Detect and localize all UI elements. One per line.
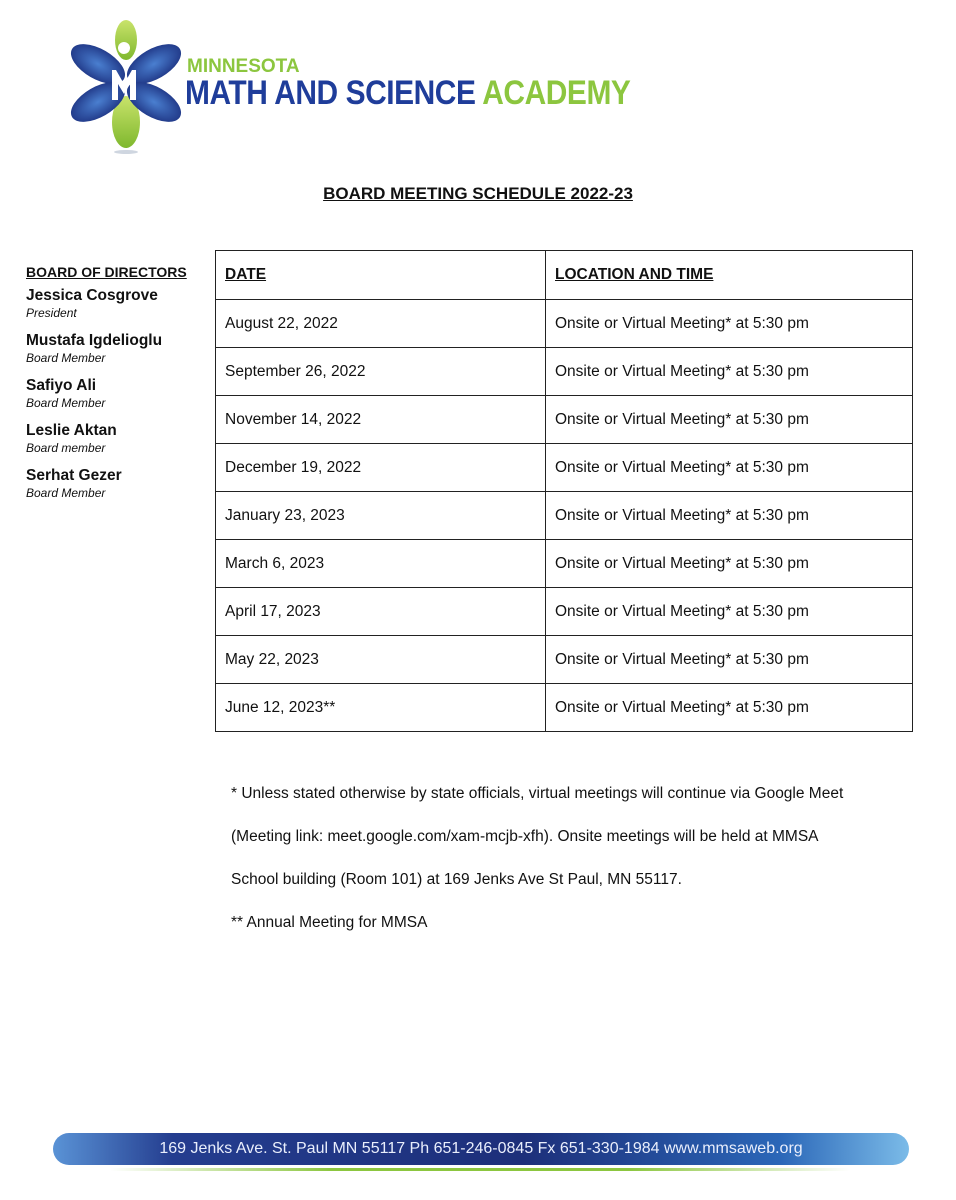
date-cell: January 23, 2023 — [216, 492, 546, 540]
member-role: Board Member — [26, 486, 106, 500]
table-row — [216, 636, 913, 684]
board-member — [26, 466, 206, 501]
location-cell: Onsite or Virtual Meeting* at 5:30 pm — [546, 588, 913, 636]
location-cell: Onsite or Virtual Meeting* at 5:30 pm — [546, 492, 913, 540]
member-role: Board member — [26, 441, 106, 455]
footnote-virtual-line-3: School building (Room 101) at 169 Jenks Ave St Paul, MN 55117. — [231, 871, 682, 888]
location-cell: Onsite or Virtual Meeting* at 5:30 pm — [546, 444, 913, 492]
footnote-annual-meeting: ** Annual Meeting for MMSA — [231, 914, 428, 931]
date-cell: May 22, 2023 — [216, 636, 546, 684]
board-heading: BOARD OF DIRECTORS — [26, 264, 187, 280]
member-name: Serhat Gezer — [26, 467, 122, 484]
member-name: Mustafa Igdelioglu — [26, 332, 163, 349]
member-role: Board Member — [26, 396, 106, 410]
date-cell: June 12, 2023** — [216, 684, 546, 732]
date-cell: September 26, 2022 — [216, 348, 546, 396]
location-cell: Onsite or Virtual Meeting* at 5:30 pm — [546, 684, 913, 732]
date-cell: April 17, 2023 — [216, 588, 546, 636]
date-cell: December 19, 2022 — [216, 444, 546, 492]
location-cell: Onsite or Virtual Meeting* at 5:30 pm — [546, 300, 913, 348]
location-cell: Onsite or Virtual Meeting* at 5:30 pm — [546, 636, 913, 684]
member-role: Board Member — [26, 351, 106, 365]
table-row — [216, 684, 913, 732]
table-row — [216, 396, 913, 444]
location-cell: Onsite or Virtual Meeting* at 5:30 pm — [546, 540, 913, 588]
board-member — [26, 376, 206, 411]
logo-icon — [68, 14, 184, 154]
table-row — [216, 444, 913, 492]
table-row — [216, 540, 913, 588]
board-member — [26, 331, 206, 366]
logo-text-academy: ACADEMY — [482, 74, 631, 112]
board-member — [26, 421, 206, 456]
member-name: Jessica Cosgrove — [26, 287, 158, 304]
logo-text-math-science: MATH AND SCIENCE — [185, 74, 476, 112]
member-role: President — [26, 306, 77, 320]
logo-text-main — [185, 74, 630, 112]
footnotes — [231, 772, 911, 944]
member-name: Safiyo Ali — [26, 377, 97, 394]
logo-text-minnesota: MINNESOTA — [187, 56, 300, 77]
schedule-table — [215, 250, 913, 732]
footnote-virtual-line-1: * Unless stated otherwise by state officials, virtual meetings will continue via Google Meet — [231, 785, 844, 802]
table-row — [216, 588, 913, 636]
date-header: DATE — [216, 251, 546, 300]
footer-divider — [110, 1168, 850, 1171]
date-cell: March 6, 2023 — [216, 540, 546, 588]
member-name: Leslie Aktan — [26, 422, 117, 439]
board-of-directors — [26, 264, 206, 511]
footnote-virtual-line-2: (Meeting link: meet.google.com/xam-mcjb-xfh). Onsite meetings will be held at MMSA — [231, 828, 819, 845]
table-row — [216, 300, 913, 348]
location-header: LOCATION AND TIME — [546, 251, 913, 300]
page-title: BOARD MEETING SCHEDULE 2022-23 — [323, 184, 633, 203]
date-cell: November 14, 2022 — [216, 396, 546, 444]
table-row — [216, 492, 913, 540]
table-header-row — [216, 251, 913, 300]
location-cell: Onsite or Virtual Meeting* at 5:30 pm — [546, 348, 913, 396]
location-cell: Onsite or Virtual Meeting* at 5:30 pm — [546, 396, 913, 444]
date-cell: August 22, 2022 — [216, 300, 546, 348]
footer-contact-bar: 169 Jenks Ave. St. Paul MN 55117 Ph 651-246-0845 Fx 651-330-1984 www.mmsaweb.org — [53, 1133, 909, 1165]
board-member — [26, 286, 206, 321]
table-row — [216, 348, 913, 396]
